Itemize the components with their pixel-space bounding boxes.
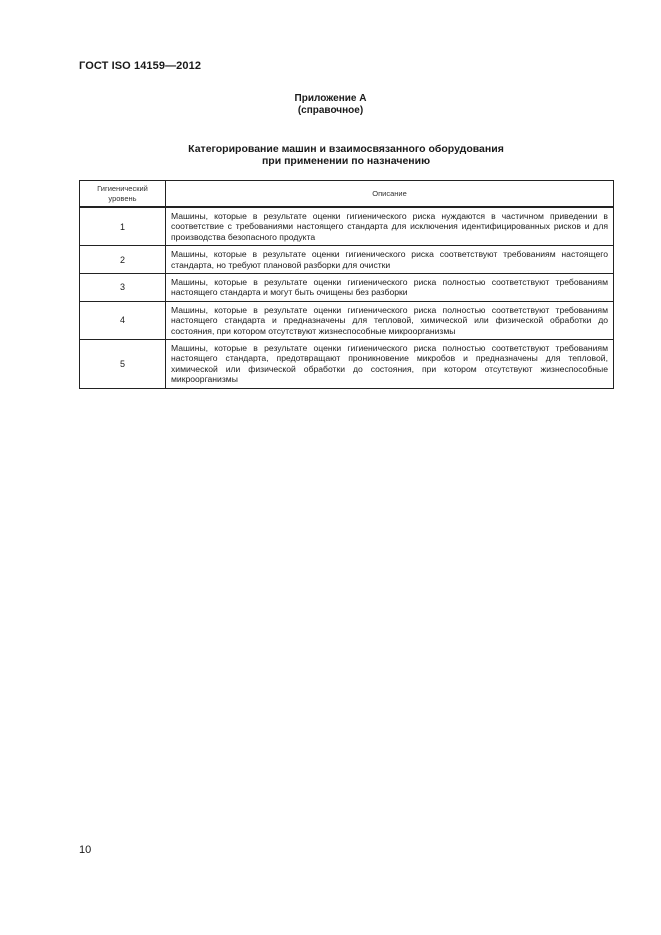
appendix-heading — [0, 93, 661, 117]
table-title — [0, 143, 661, 167]
table-row — [80, 246, 614, 274]
appendix-subtitle: (справочное) — [297, 105, 364, 116]
description-cell: Машины, которые в результате оценки гигиенического риска соответствуют требованиям настоящего стандарта, но требуют плановой разборки для очистки — [166, 246, 614, 274]
header-hygiene-level-line-2: уровень — [108, 193, 137, 203]
level-cell: 5 — [80, 340, 166, 389]
table-row — [80, 274, 614, 302]
table-title-line-2: при применении по назначению — [261, 155, 431, 167]
document-code: ГОСТ ISO 14159—2012 — [79, 60, 202, 72]
level-cell: 1 — [80, 207, 166, 246]
page-number: 10 — [79, 844, 92, 856]
description-cell: Машины, которые в результате оценки гигиенического риска полностью соответствуют требованиям настоящего стандарта, предотвращают проникновение микробов и предназначены для тепловой, химической или физической обработки до состояния, при котором отсутствуют жизнеспособные микроорганизмы — [166, 340, 614, 389]
level-cell: 4 — [80, 301, 166, 339]
hygiene-levels-table — [79, 180, 614, 389]
description-cell: Машины, которые в результате оценки гигиенического риска полностью соответствуют требованиям настоящего стандарта и могут быть очищены без разборки — [166, 274, 614, 302]
table-row — [80, 301, 614, 339]
level-cell: 3 — [80, 274, 166, 302]
appendix-title: Приложение А — [294, 93, 367, 104]
description-cell: Машины, которые в результате оценки гигиенического риска полностью соответствуют требованиям настоящего стандарта и предназначены для тепловой, химической или физической обработки до состояния, при котором отсутствуют жизнеспособные микроорганизмы — [166, 301, 614, 339]
table-row — [80, 207, 614, 246]
table-header-row — [80, 181, 614, 208]
table-row — [80, 340, 614, 389]
description-cell: Машины, которые в результате оценки гигиенического риска нуждаются в частичном приведении в соответствие с требованиями настоящего стандарта для исключения идентифицированных рисков и для производства безопасного продукта — [166, 207, 614, 246]
header-hygiene-level-line-1: Гигиенический — [97, 183, 148, 193]
header-hygiene-level — [80, 181, 166, 208]
table-title-line-1: Категорирование машин и взаимосвязанного оборудования — [188, 143, 504, 155]
level-cell: 2 — [80, 246, 166, 274]
header-description: Описание — [166, 181, 614, 208]
